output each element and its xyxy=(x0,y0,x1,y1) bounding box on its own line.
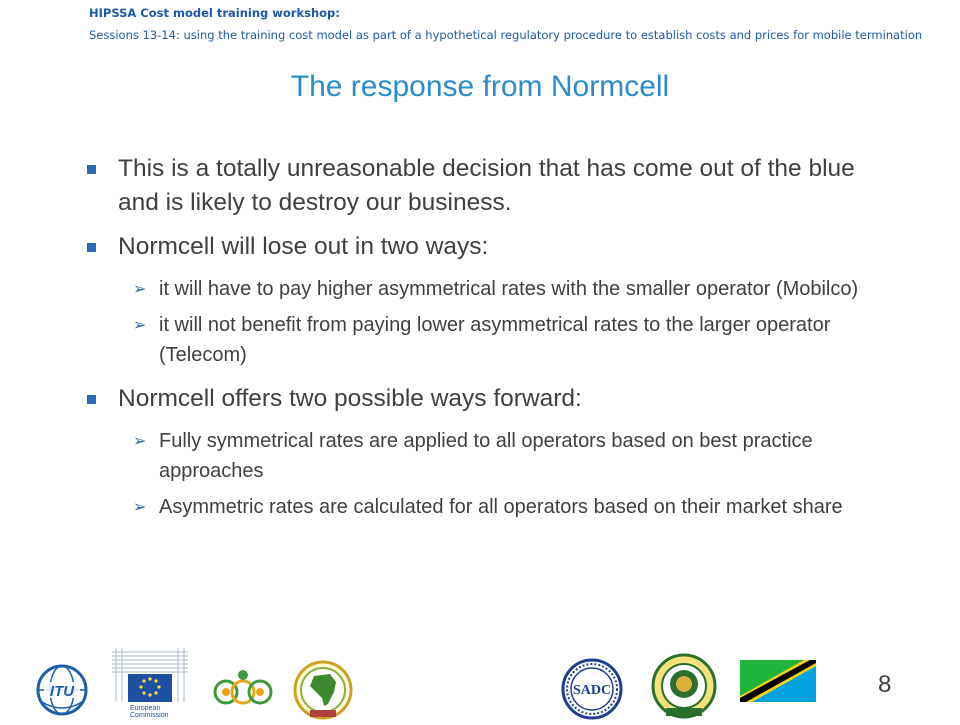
sub-bullet-item xyxy=(83,426,883,486)
african-union-logo xyxy=(290,660,356,720)
sub-bullet-text: Asymmetric rates are calculated for all operators based on their market share xyxy=(159,496,843,518)
square-bullet-icon xyxy=(87,165,96,174)
tanzania-flag xyxy=(740,660,816,702)
sadc-logo-text: SADC xyxy=(572,683,612,698)
sub-bullet-text: it will not benefit from paying lower asymmetrical rates to the larger operator (Telecom) xyxy=(159,314,831,366)
sub-bullet-item xyxy=(83,274,883,304)
page-number: 8 xyxy=(878,671,892,698)
eac-logo xyxy=(650,652,718,720)
bullet-item xyxy=(83,382,883,416)
square-bullet-icon xyxy=(87,243,96,252)
sub-bullet-text: Fully symmetrical rates are applied to all operators based on best practice approaches xyxy=(159,430,813,482)
sadc-logo xyxy=(561,658,623,720)
bullet-text: Normcell will lose out in two ways: xyxy=(118,233,489,260)
sub-bullet-text: it will have to pay higher asymmetrical rates with the smaller operator (Mobilco) xyxy=(159,278,859,300)
arrow-bullet-icon: ➢ xyxy=(133,431,147,450)
bullet-item xyxy=(83,152,883,220)
bullet-item xyxy=(83,230,883,264)
arrow-bullet-icon: ➢ xyxy=(133,315,147,334)
ec-logo-text-1: European xyxy=(130,705,161,712)
arrow-bullet-icon: ➢ xyxy=(133,497,147,516)
slide-title: The response from Normcell xyxy=(290,70,670,103)
bullet-text: Normcell offers two possible ways forward: xyxy=(118,385,582,412)
slide-header xyxy=(89,6,929,41)
arrow-bullet-icon: ➢ xyxy=(133,279,147,298)
square-bullet-icon xyxy=(87,395,96,404)
sub-bullet-item xyxy=(83,310,883,370)
session-description: Sessions 13-14: using the training cost model as part of a hypothetical regulatory procedure to establish costs and prices for mobile termination xyxy=(89,28,923,42)
slide-body xyxy=(83,152,883,528)
bullet-text: This is a totally unreasonable decision that has come out of the blue and is likely to destroy our business. xyxy=(118,155,855,216)
workshop-title: HIPSSA Cost model training workshop: xyxy=(89,6,340,20)
acp-logo xyxy=(212,668,274,714)
itu-logo xyxy=(34,662,90,718)
itu-logo-text: ITU xyxy=(49,683,75,700)
ec-logo-text-2: Commission xyxy=(130,712,169,718)
european-commission-logo xyxy=(106,644,194,718)
sub-bullet-item xyxy=(83,492,883,522)
logo-strip xyxy=(0,640,960,720)
